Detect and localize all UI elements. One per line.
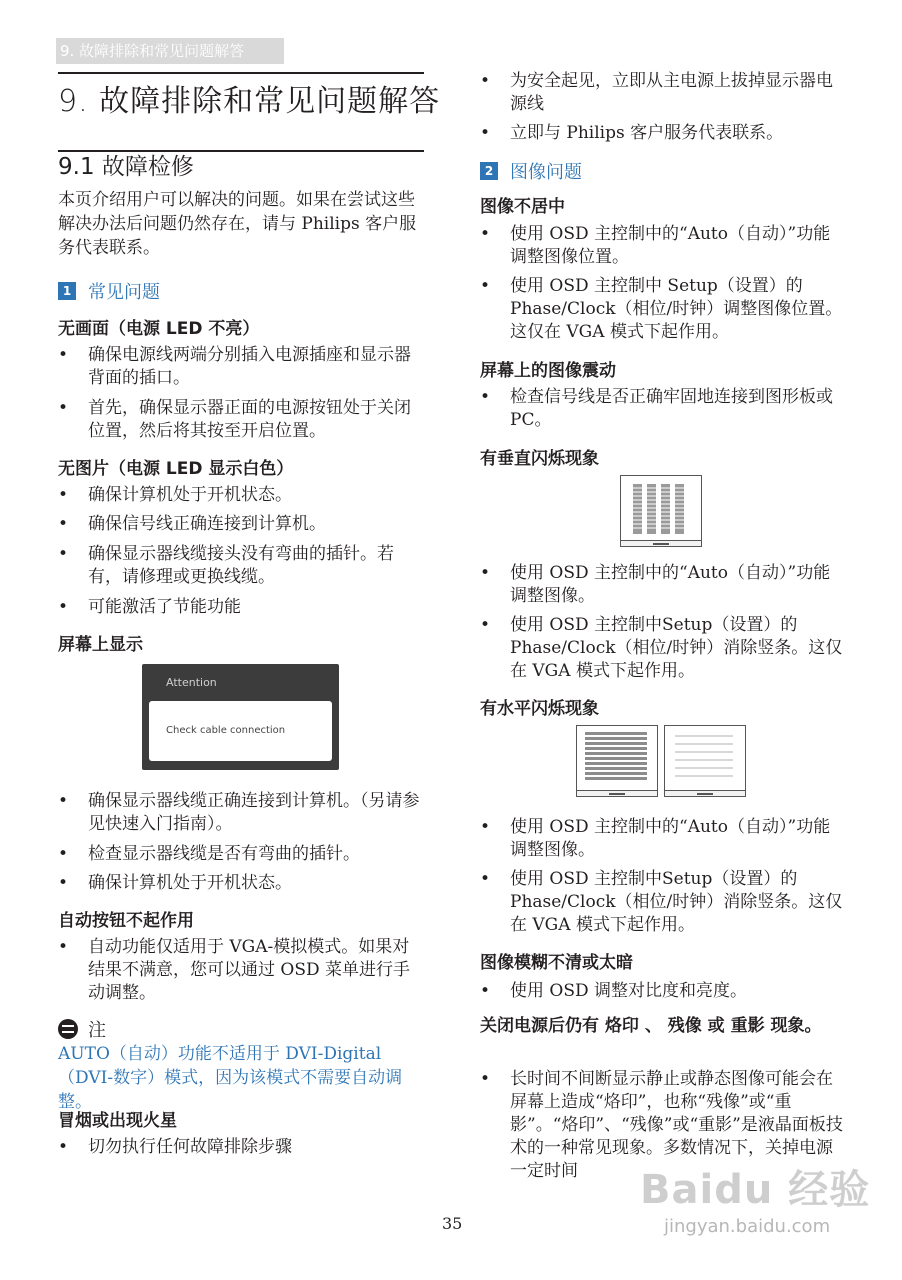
watermark-url: jingyan.baidu.com: [664, 1216, 831, 1237]
common-problems-heading: [58, 278, 160, 304]
subheading-blurry: 图像模糊不清或太暗: [480, 953, 633, 973]
list-item: • 使用 OSD 主控制中的“Auto（自动）”功能调整图像。: [480, 562, 844, 608]
list-item: • 使用 OSD 调整对比度和亮度。: [480, 980, 844, 1003]
image-problems-title: 图像问题: [510, 162, 582, 183]
horizontal-flicker-illustration-after: [664, 725, 746, 797]
running-header: 9. 故障排除和常见问题解答: [56, 38, 284, 64]
monitor-stand: [621, 540, 701, 546]
subheading-on-screen: 屏幕上显示: [58, 635, 143, 655]
subheading-burn-in: 关闭电源后仍有 烙印 、 残像 或 重影 现象。: [480, 1016, 822, 1036]
list-item: • 确保计算机处于开机状态。: [58, 872, 426, 895]
monitor-stand: [665, 790, 745, 796]
osd-message: Check cable connection: [166, 725, 286, 736]
list-item: • 自动功能仅适用于 VGA-模拟模式。如果对结果不满意，您可以通过 OSD 菜单进行手动调整。: [58, 936, 426, 1005]
subheading-smoke: 冒烟或出现火星: [58, 1111, 177, 1131]
common-problems-title: 常见问题: [88, 282, 160, 303]
watermark-logo: Baidu 经验: [640, 1167, 871, 1213]
list-item: • 为安全起见，立即从主电源上拔掉显示器电源线: [480, 70, 844, 116]
list-item: • 确保计算机处于开机状态。: [58, 484, 426, 507]
horizontal-stripes-dense-graphic: [577, 726, 657, 790]
list-item: • 确保电源线两端分别插入电源插座和显示器背面的插口。: [58, 344, 426, 390]
subheading-auto-button: 自动按钮不起作用: [58, 911, 194, 931]
image-problems-heading: [480, 158, 582, 184]
list-item: • 立即与 Philips 客户服务代表联系。: [480, 122, 844, 145]
page-number: 35: [442, 1214, 463, 1233]
list-item: • 长时间不间断显示静止或静态图像可能会在屏幕上造成“烙印”，也称“残像”或“重影”。“烙印”、“残像”或“重影”是液晶面板技术的一种常见现象。多数情况下，关掉电源一定时间: [480, 1068, 846, 1183]
vertical-flicker-illustration: [620, 475, 702, 547]
subheading-not-centered: 图像不居中: [480, 197, 565, 217]
note-icon: [58, 1019, 78, 1039]
horizontal-flicker-illustration-before: [576, 725, 658, 797]
list-item: • 确保信号线正确连接到计算机。: [58, 513, 426, 536]
subheading-vertical-flicker: 有垂直闪烁现象: [480, 449, 599, 469]
list-item: • 使用 OSD 主控制中的“Auto（自动）”功能调整图像。: [480, 816, 844, 862]
chapter-title: 9. 故障排除和常见问题解答: [58, 84, 441, 119]
list-item: • 使用 OSD 主控制中 Setup（设置）的 Phase/Clock（相位/时钟）调整图像位置。这仅在 VGA 模式下起作用。: [480, 275, 844, 344]
osd-message-panel: [149, 701, 332, 761]
subheading-no-picture-led-white: 无图片（电源 LED 显示白色）: [58, 459, 294, 479]
osd-attention-dialog: [142, 664, 339, 770]
section-title: 9.1 故障检修: [58, 154, 194, 180]
note-label: 注: [88, 1020, 106, 1041]
horizontal-lines-sparse-graphic: [665, 726, 745, 790]
note-heading: [58, 1016, 106, 1042]
subheading-horizontal-flicker: 有水平闪烁现象: [480, 699, 599, 719]
subheading-vibrating: 屏幕上的图像震动: [480, 361, 616, 381]
subheading-no-picture-led-off: 无画面（电源 LED 不亮）: [58, 319, 260, 339]
section-number-badge: 2: [480, 162, 498, 180]
list-item: • 使用 OSD 主控制中Setup（设置）的 Phase/Clock（相位/时钟）消除竖条。这仅在 VGA 模式下起作用。: [480, 614, 846, 683]
section-number-badge: 1: [58, 282, 76, 300]
list-item: • 确保显示器线缆接头没有弯曲的插针。若有，请修理或更换线缆。: [58, 543, 426, 589]
list-item: • 检查显示器线缆是否有弯曲的插针。: [58, 843, 426, 866]
list-item: • 使用 OSD 主控制中的“Auto（自动）”功能调整图像位置。: [480, 223, 844, 269]
list-item: • 检查信号线是否正确牢固地连接到图形板或 PC。: [480, 386, 844, 432]
osd-dialog-title: Attention: [166, 676, 217, 689]
chapter-rule: [58, 72, 424, 74]
vertical-stripes-graphic: [621, 476, 701, 540]
list-item: • 确保显示器线缆正确连接到计算机。（另请参见快速入门指南）。: [58, 790, 426, 836]
note-text: AUTO（自动）功能不适用于 DVI-Digital（DVI-数字）模式，因为该模式不需要自动调整。: [58, 1044, 403, 1112]
intro-paragraph: 本页介绍用户可以解决的问题。如果在尝试这些解决办法后问题仍然存在，请与 Philips 客户服务代表联系。: [58, 190, 417, 258]
monitor-stand: [577, 790, 657, 796]
list-item: • 切勿执行任何故障排除步骤: [58, 1136, 426, 1159]
list-item: • 使用 OSD 主控制中Setup（设置）的 Phase/Clock（相位/时钟）消除竖条。这仅在 VGA 模式下起作用。: [480, 868, 846, 937]
list-item: • 首先，确保显示器正面的电源按钮处于关闭位置，然后将其按至开启位置。: [58, 397, 426, 443]
list-item: • 可能激活了节能功能: [58, 596, 426, 619]
